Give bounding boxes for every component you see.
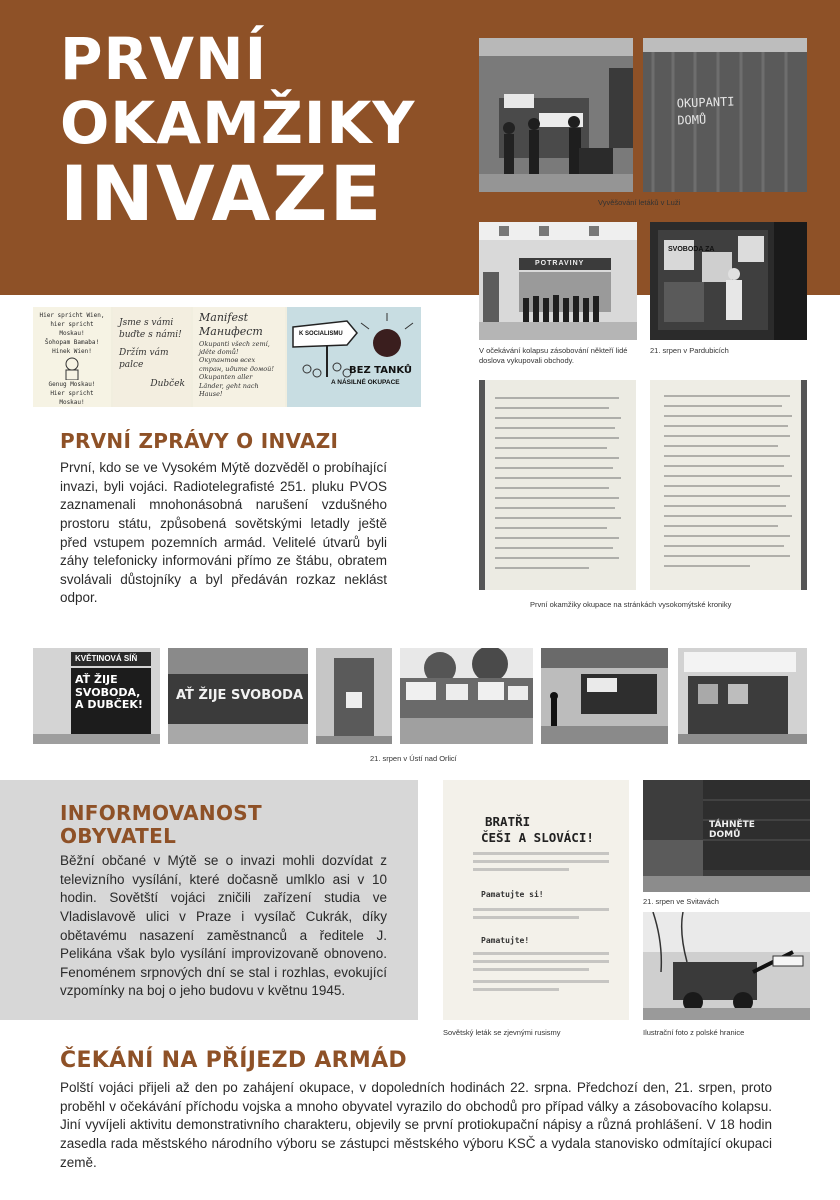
page-title [60,25,416,238]
leaflet-2-line: buďte s námi! [119,330,182,341]
photo-shopfront-posters [678,648,807,744]
leaflet-2 [113,307,191,407]
sign-svoboda-za: SVOBODA ZA [668,246,715,253]
title-line-1: PRVNÍ [60,25,268,93]
leaflet-text-line [473,860,609,863]
heading-prvni-zpravy: PRVNÍ ZPRÁVY O INVAZI [60,429,339,453]
leaflet-1-line: Hier spricht Moskau! [50,390,94,406]
leaflet-3-line: Okupanten aller Länder, geht nach Hause! [199,373,259,399]
leaflet-title-line-1: BRATŘI [485,814,531,829]
heading-cekani: ČEKÁNÍ NA PŘÍJEZD ARMÁD [60,1048,407,1073]
graffiti-tahnete-domu: TÁHNĚTE DOMŮ [709,820,755,841]
photo-okupanti-domu [643,38,807,192]
photo-pardubice-window [650,222,807,340]
text-prvni-zpravy: První, kdo se ve Vysokém Mýtě dozvěděl o probíhající invazi, byli vojáci. Radiotelegrafisté 251. pluku PVOS zaznamenali mnohonásobná narušení vzdušného prostoru státu, způsobená sovětskými letadly ještě před vstupem pozemních armád. Velitelé útvarů byli záhy telefonicky informováni přímo ze štábu, obratem svolávali důstojníky a byl předáván rozkaz neklást odpor. [60,460,387,606]
caption-kronika: První okamžiky okupace na stránkách vysokomýtské kroniky [530,600,732,609]
photo-svitavy-tahnete [643,780,810,892]
leaflet-2-line: Dubček [150,378,185,389]
leaflet-text-line [473,968,589,971]
leaflet-3-line: Manifest [199,311,249,324]
photo-kvetinova-sin [33,648,160,744]
leaflet-text-line [473,916,579,919]
leaflet-3-line: Окупантов всех стран, идите домой! [199,356,274,373]
title-line-3: INVAZE [60,149,384,238]
leaflet-4 [287,307,421,407]
leaflet-1 [33,307,111,407]
leaflet-text-line [473,852,609,855]
leaflet-4-sign: K SOCIALISMU [299,331,343,337]
sign-potraviny: POTRAVINY [535,260,585,267]
leaflet-4-line: A NÁSILNÉ OKUPACE [331,379,400,386]
leaflet-subheading-2: Pamatujte! [481,936,530,945]
leaflet-title-line-2: ČEŠI A SLOVÁCI! [481,830,594,846]
caption-luze: Vyvěšování letáků v Luži [598,198,681,207]
graffiti-okupanti-domu: OKUPANTI DOMŮ [676,94,735,128]
text-informovanost: Běžní občané v Mýtě se o invazi mohli dozvídat z televizního vysílání, které dočasně umlklo asi v 10 hodin. Sovětští vojáci zničili zařízení studia ve Vladislavově ulici v Praze i vysílač Cukrák, díky obětavému nasazení zaměstnanců a ředitele J. Pelikána však bylo vysílání improvizovaně obnoveno. Fenoménem srpnových dní se stal i rozhlas, evokující vzpomínky na boj o jeho budovu v květnu 1945. [60,853,387,999]
leaflet-1-line: Šohopam Bamaba! [44,339,100,346]
graffiti-at-zije-dubcek: AŤ ŽIJE SVOBODA, A DUBČEK! [75,673,143,712]
caption-kolaps: V očekávání kolapsu zásobování někteří lidé doslova vykupovali obchody. [479,346,628,366]
photo-polish-border [643,912,810,1020]
leaflet-text-line [473,908,609,911]
leaflet-text-line [473,868,569,871]
photo-luze-leaflets [479,38,633,192]
caption-letak: Sovětský leták se zjevnými rusismy [443,1028,561,1037]
sign-kvetinova: KVĚTINOVÁ SÍŇ [75,654,138,663]
title-line-2: OKAMŽIKY [60,89,416,157]
leaflet-text-line [473,980,609,983]
leaflet-strip [33,307,421,407]
heading-informovanost-line-2: OBYVATEL [60,824,177,848]
photo-chronicle-left [479,380,636,590]
leaflet-text-line [473,952,609,955]
text-cekani: Polští vojáci přijeli až den po zahájení okupace, v dopoledních hodinách 22. srpna. Předchozí den, 21. srpen, proto proběhl v očekávání příchodu vojska a mnoho obyvatel vyrazilo do obchodů pro případ války a zásobovacího kolapsu. Jiní vyvíjeli aktivitu demonstrativního charakteru, objevily se první protiokupační nápisy a různá prohlášení. V 18 hodin zasedla rada městského národního výboru se zástupci městského výboru KSČ a vydala stanovisko odmítající okupaci země. [60,1080,772,1170]
leaflet-title [481,814,594,847]
leaflet-text-line [473,988,559,991]
photo-potraviny-queue [479,222,637,340]
leaflet-4-line: BEZ TANKŮ [349,365,413,376]
leaflet-1-line: Genug Moskau! [48,381,96,388]
leaflet-subheading-1: Pamatujte si! [481,890,544,899]
caption-usti: 21. srpen v Ústí nad Orlicí [370,754,457,763]
heading-informovanost-line-1: INFORMOVANOST [60,801,262,825]
leaflet-3 [193,307,285,407]
leaflet-2-line: palce [119,360,144,371]
caption-polsko: Ilustrační foto z polské hranice [643,1028,745,1037]
caption-pardubice: 21. srpen v Pardubicích [650,346,729,355]
leaflet-2-line: Jsme s vámi [119,318,174,328]
leaflet-3-line: Okupanti všech zemí, jděte domů! [199,339,270,357]
leaflet-1-line: Hier spricht Wien, hier spricht Moskau! [39,312,105,337]
leaflet-text-line [473,960,609,963]
photo-at-zije-svoboda [168,648,308,744]
leaflet-2-line: Držím vám [119,348,169,359]
leaflet-1-drawing [37,356,107,380]
photo-corner-posters [541,648,668,744]
photo-street-posters [400,648,533,744]
graffiti-at-zije-svoboda: AŤ ŽIJE SVOBODA [176,688,304,703]
leaflet-3-line: Манифест [199,325,263,339]
photo-soviet-leaflet [443,780,629,1020]
leaflet-1-line: Hinek Wien! [52,348,92,355]
photo-door-poster [316,648,392,744]
heading-informovanost [60,802,262,848]
caption-svitavy: 21. srpen ve Svitavách [643,897,719,906]
photo-chronicle-right [650,380,807,590]
